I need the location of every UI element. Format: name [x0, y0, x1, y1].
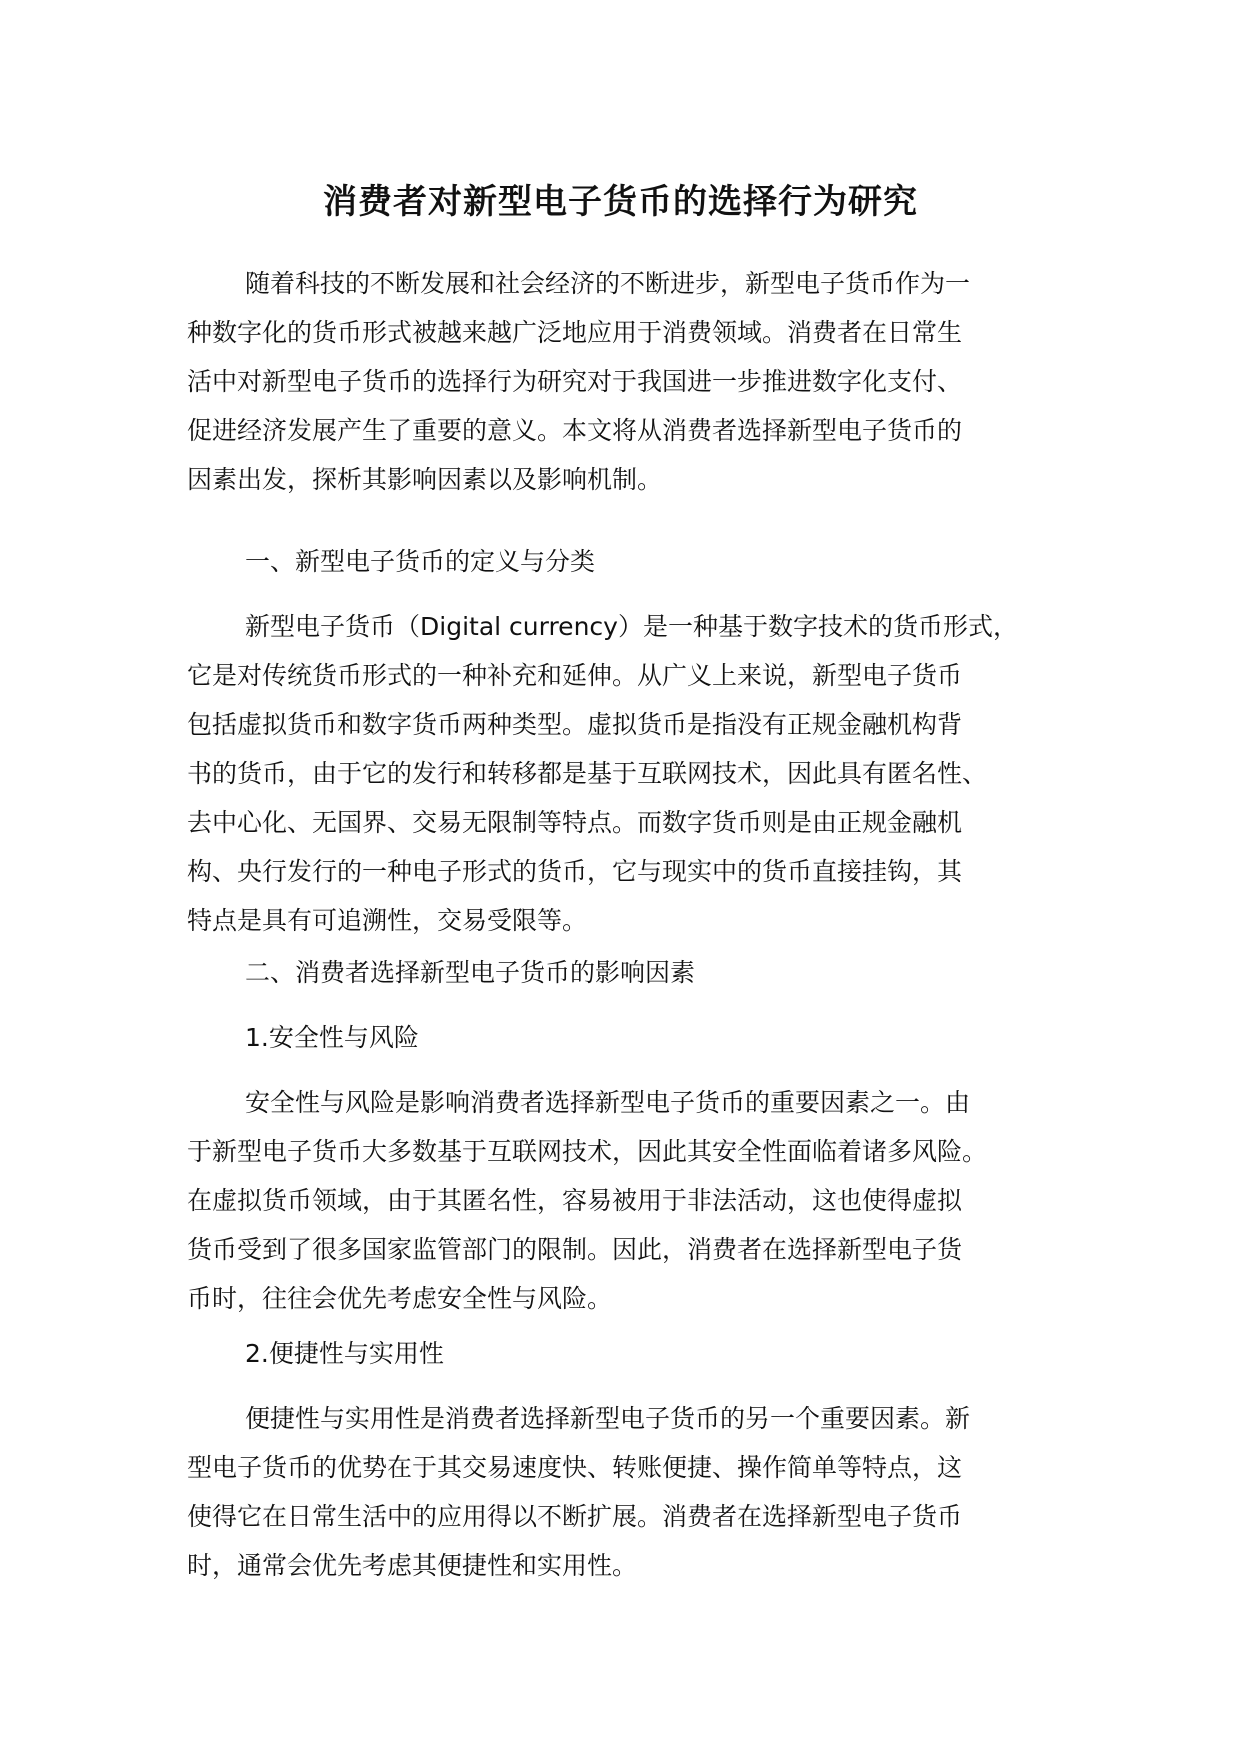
subsection2-paragraph	[187, 1394, 1087, 1590]
paragraph-line: 货币受到了很多国家监管部门的限制。因此，消费者在选择新型电子货	[187, 1235, 963, 1264]
paragraph-line: 安全性与风险是影响消费者选择新型电子货币的重要因素之一。由	[245, 1088, 971, 1117]
paragraph-line: 新型电子货币（Digital currency）是一种基于数字技术的货币形式，	[245, 612, 1018, 641]
section-heading-1	[187, 537, 1087, 586]
document-title: 消费者对新型电子货币的选择行为研究	[323, 182, 918, 222]
subsection-heading-text: 1.安全性与风险	[245, 1023, 419, 1052]
paragraph-line: 构、央行发行的一种电子形式的货币，它与现实中的货币直接挂钩，其	[187, 857, 963, 886]
paragraph-line: 随着科技的不断发展和社会经济的不断进步，新型电子货币作为一	[245, 269, 971, 298]
paragraph-line: 它是对传统货币形式的一种补充和延伸。从广义上来说，新型电子货币	[187, 661, 963, 690]
subsection-heading-2	[187, 1329, 1087, 1378]
section-heading-2	[187, 948, 1087, 997]
paragraph-line: 使得它在日常生活中的应用得以不断扩展。消费者在选择新型电子货币	[187, 1502, 963, 1531]
paragraph-line: 币时，往往会优先考虑安全性与风险。	[187, 1284, 613, 1313]
intro-paragraph	[187, 259, 1087, 504]
section-heading-text: 一、新型电子货币的定义与分类	[245, 547, 596, 576]
subsection-heading-text: 2.便捷性与实用性	[245, 1339, 444, 1368]
paragraph-line: 促进经济发展产生了重要的意义。本文将从消费者选择新型电子货币的	[187, 416, 963, 445]
paragraph-line: 活中对新型电子货币的选择行为研究对于我国进一步推进数字化支付、	[187, 367, 963, 396]
paragraph-line: 种数字化的货币形式被越来越广泛地应用于消费领域。消费者在日常生	[187, 318, 963, 347]
paragraph-line: 特点是具有可追溯性，交易受限等。	[187, 906, 588, 935]
paragraph-line: 包括虚拟货币和数字货币两种类型。虚拟货币是指没有正规金融机构背	[187, 710, 963, 739]
subsection-heading-1	[187, 1013, 1087, 1062]
paragraph-line: 因素出发，探析其影响因素以及影响机制。	[187, 465, 663, 494]
paragraph-line: 型电子货币的优势在于其交易速度快、转账便捷、操作简单等特点，这	[187, 1453, 963, 1482]
paragraph-line: 去中心化、无国界、交易无限制等特点。而数字货币则是由正规金融机	[187, 808, 963, 837]
paragraph-line: 便捷性与实用性是消费者选择新型电子货币的另一个重要因素。新	[245, 1404, 971, 1433]
paragraph-line: 于新型电子货币大多数基于互联网技术，因此其安全性面临着诸多风险。	[187, 1137, 988, 1166]
subsection1-paragraph	[187, 1078, 1087, 1323]
paragraph-line: 时，通常会优先考虑其便捷性和实用性。	[187, 1551, 638, 1580]
section1-paragraph	[187, 602, 1087, 945]
section-heading-text: 二、消费者选择新型电子货币的影响因素	[245, 958, 696, 987]
paragraph-line: 书的货币，由于它的发行和转移都是基于互联网技术，因此具有匿名性、	[187, 759, 988, 788]
paragraph-line: 在虚拟货币领域，由于其匿名性，容易被用于非法活动，这也使得虚拟	[187, 1186, 963, 1215]
